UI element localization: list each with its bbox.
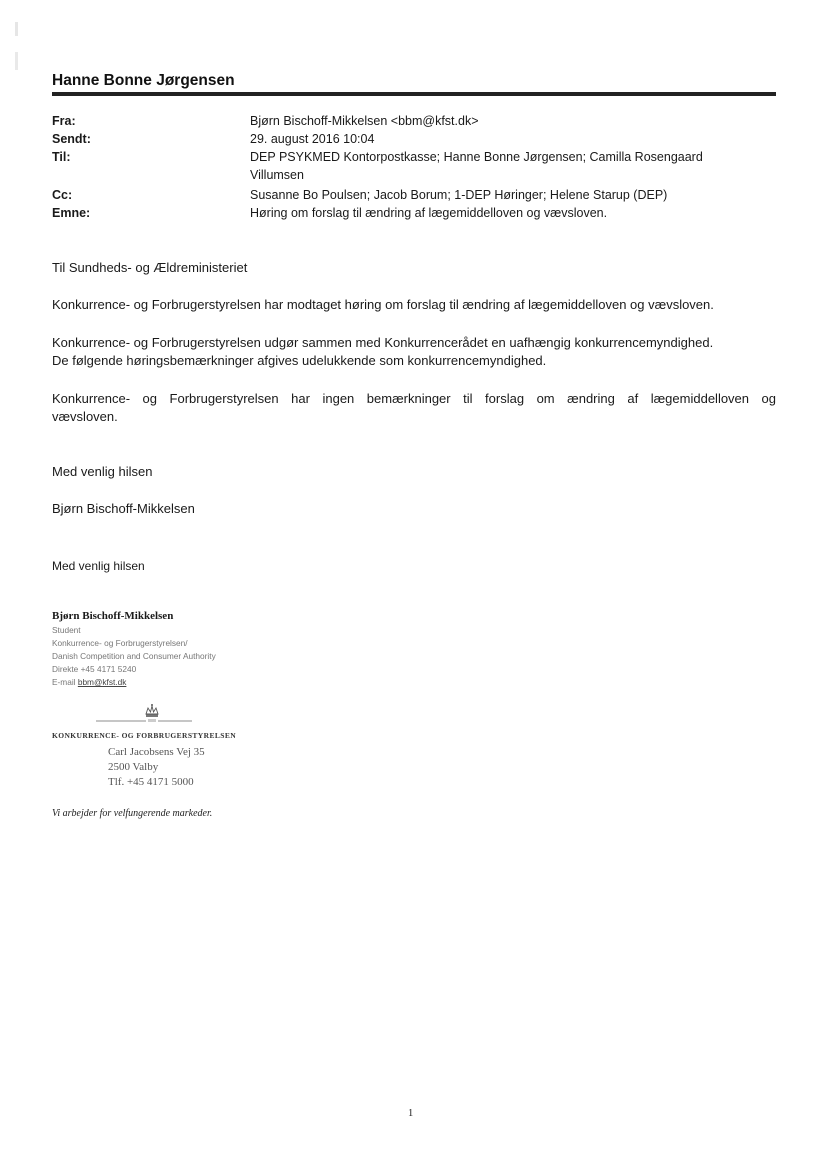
authority-logo-text: KONKURRENCE- OG FORBRUGERSTYRELSEN <box>52 731 237 740</box>
email-link[interactable]: bbm@kfst.dk <box>77 677 127 687</box>
closing-1: Med venlig hilsen <box>52 464 153 479</box>
email-label: E-mail <box>52 677 76 687</box>
paragraph-3-line2: vævsloven. <box>52 409 118 424</box>
sent-label: Sendt: <box>52 132 91 146</box>
paragraph-3-line1: Konkurrence- og Forbrugerstyrelsen har ingen bemærkninger til forslag om ændring af lægemiddelloven og <box>52 391 776 406</box>
signature-email-row <box>52 676 126 689</box>
to-label: Til: <box>52 150 71 164</box>
cc-label: Cc: <box>52 188 73 202</box>
signature-org-en: Danish Competition and Consumer Authority <box>52 651 216 661</box>
signature-title: Student <box>52 625 81 635</box>
from-label: Fra: <box>52 114 76 128</box>
scan-mark <box>14 22 20 82</box>
to-value-line1: DEP PSYKMED Kontorpostkasse; Hanne Bonne Jørgensen; Camilla Rosengaard <box>250 150 703 164</box>
paragraph-2-line2: De følgende høringsbemærkninger afgives udelukkende som konkurrencemyndighed. <box>52 353 547 368</box>
address-street: Carl Jacobsens Vej 35 <box>108 746 205 758</box>
crown-icon <box>146 704 158 717</box>
paragraph-2-line1: Konkurrence- og Forbrugerstyrelsen udgør sammen med Konkurrencerådet en uafhængig konkurrencemyndighed. <box>52 335 714 350</box>
subject-label: Emne: <box>52 206 91 220</box>
page-number: 1 <box>408 1108 414 1119</box>
signature-name: Bjørn Bischoff-Mikkelsen <box>52 610 174 622</box>
paragraph-1: Konkurrence- og Forbrugerstyrelsen har modtaget høring om forslag til ændring af lægemiddelloven og vævsloven. <box>52 297 714 312</box>
address-phone: Tlf. +45 4171 5000 <box>108 776 194 788</box>
closing-2: Med venlig hilsen <box>52 559 145 573</box>
signature-direct: Direkte +45 4171 5240 <box>52 664 137 674</box>
to-value-line2: Villumsen <box>250 168 304 182</box>
signature-org-da: Konkurrence- og Forbrugerstyrelsen/ <box>52 638 188 648</box>
subject-value: Høring om forslag til ændring af lægemiddelloven og vævsloven. <box>250 206 608 220</box>
sent-value: 29. august 2016 10:04 <box>250 132 375 146</box>
address-city: 2500 Valby <box>108 761 159 773</box>
from-value: Bjørn Bischoff-Mikkelsen <bbm@kfst.dk> <box>250 114 479 128</box>
sender-1: Bjørn Bischoff-Mikkelsen <box>52 501 195 516</box>
tagline: Vi arbejder for velfungerende markeder. <box>52 808 213 819</box>
salutation: Til Sundheds- og Ældreministeriet <box>52 260 248 275</box>
header-rule <box>52 92 776 96</box>
cc-value: Susanne Bo Poulsen; Jacob Borum; 1-DEP Høringer; Helene Starup (DEP) <box>250 188 668 202</box>
owner-name: Hanne Bonne Jørgensen <box>52 72 235 89</box>
